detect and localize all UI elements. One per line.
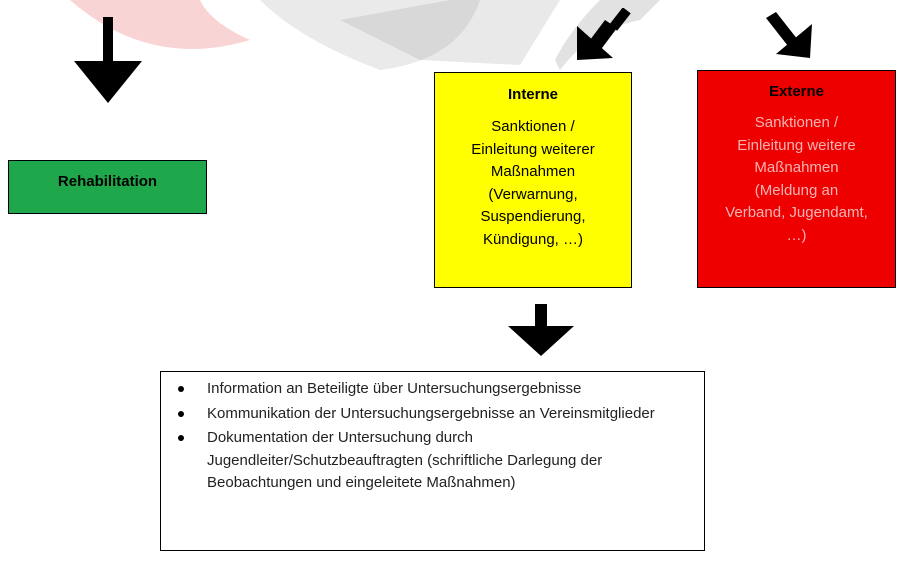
externe-title: Externe [768,83,825,100]
list-item: Information an Beteiligte über Untersuchungsergebnisse [207,378,692,401]
arrow-down-results-icon [508,304,574,356]
externe-box [697,70,896,288]
arrow-diagonal-externe-icon [762,12,818,60]
results-list [207,378,692,495]
arrow-diagonal-interne-icon [575,8,637,60]
rehabilitation-box [8,160,207,214]
interne-box [434,72,632,288]
results-box [160,371,705,551]
externe-body: Sanktionen / Einleitung weitere Maßnahmen (Meldung an Verband, Jugendamt, …) [725,114,868,244]
interne-body: Sanktionen / Einleitung weiterer Maßnahmen (Verwarnung, Suspendierung, Kündigung, …) [471,118,595,248]
rehabilitation-title: Rehabilitation [57,173,158,190]
interne-title: Interne [507,86,558,103]
list-item: Dokumentation der Untersuchung durch Jugendleiter/Schutzbeauftragten (schriftliche Darlegung der Beobachtungen und eingeleitete Maßnahmen) [207,427,692,495]
list-item: Kommunikation der Untersuchungsergebnisse an Vereinsmitglieder [207,403,692,426]
arrow-down-rehabilitation-icon [72,17,144,105]
